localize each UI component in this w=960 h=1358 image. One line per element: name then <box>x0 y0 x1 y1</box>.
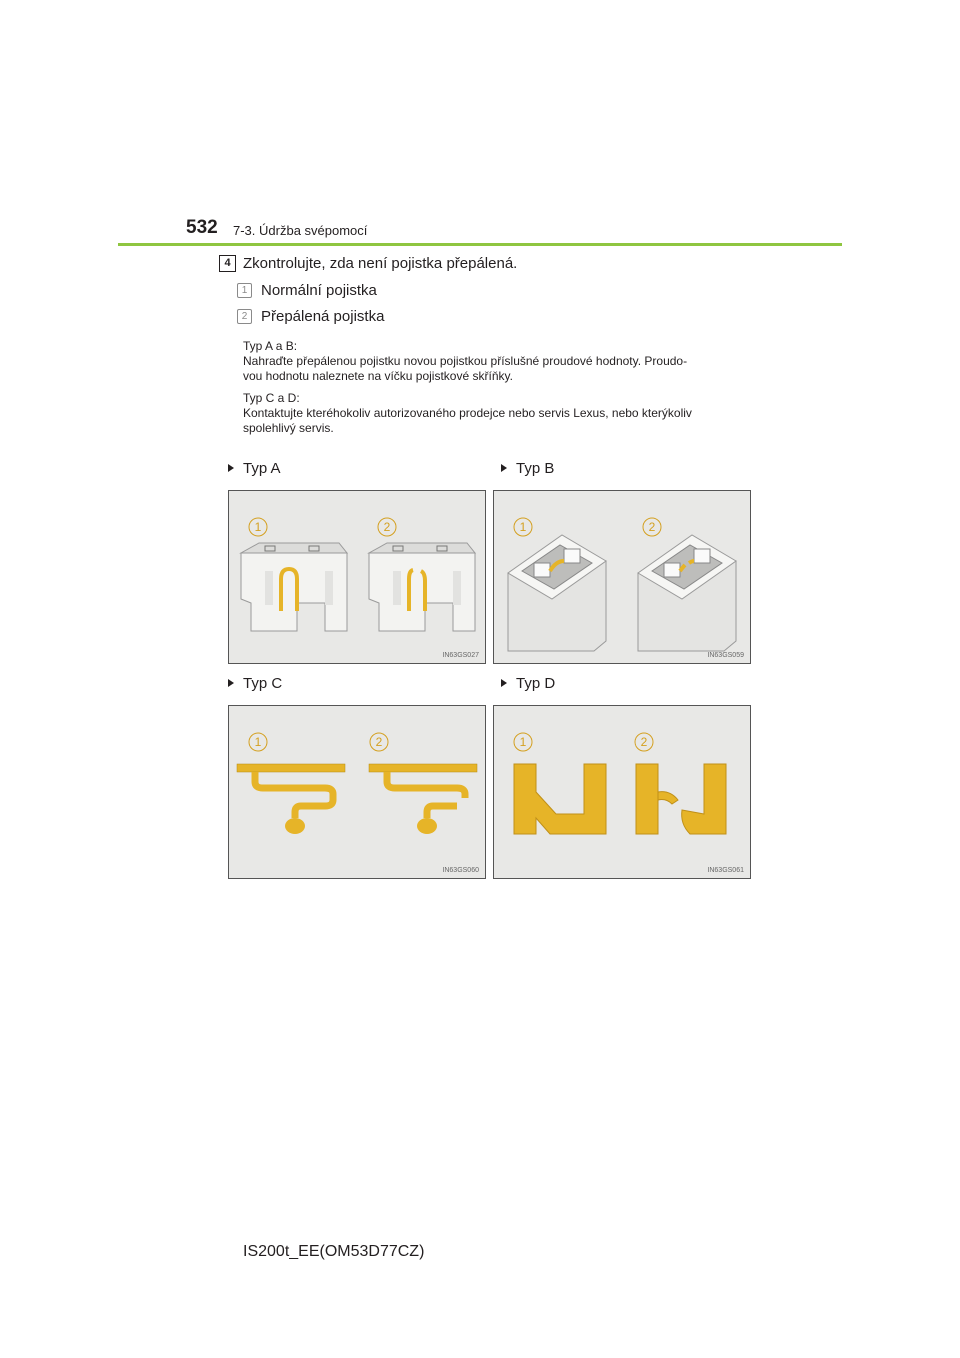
normal-fuse-illustration <box>508 535 606 651</box>
figure-label-type-c: Typ C <box>228 675 282 692</box>
marker-1: 1 <box>254 520 262 534</box>
marker-2: 2 <box>640 735 648 749</box>
bullet-triangle-icon <box>228 464 234 472</box>
item-2-text: Přepálená pojistka <box>261 308 385 325</box>
footer-model-code: IS200t_EE(OM53D77CZ) <box>243 1243 425 1260</box>
note-cd-heading: Typ C a D: <box>243 391 300 405</box>
note-cd-line2: spolehlivý servis. <box>243 421 334 435</box>
marker-1: 1 <box>519 735 527 749</box>
bullet-triangle-icon <box>228 679 234 687</box>
image-code: IN63GS061 <box>707 867 744 874</box>
marker-1: 1 <box>254 735 262 749</box>
item-1-text: Normální pojistka <box>261 282 377 299</box>
bullet-triangle-icon <box>501 679 507 687</box>
normal-fuse-illustration <box>237 764 345 834</box>
figure-type-c <box>228 705 486 879</box>
note-cd <box>243 391 763 436</box>
step-number-badge: 4 <box>219 255 236 272</box>
figure-type-b <box>493 490 751 664</box>
marker-2: 2 <box>375 735 383 749</box>
step-instruction: Zkontrolujte, zda není pojistka přepálená. <box>243 255 518 272</box>
marker-1: 1 <box>519 520 527 534</box>
normal-fuse-illustration <box>241 543 347 631</box>
note-ab-line1: Nahraďte přepálenou pojistku novou pojistkou příslušné proudové hodnoty. Proudo- <box>243 354 688 368</box>
note-ab-heading: Typ A a B: <box>243 339 298 353</box>
image-code: IN63GS060 <box>442 867 479 874</box>
blown-fuse-illustration <box>369 764 477 834</box>
note-ab-line2: vou hodnotu naleznete na víčku pojistkové skříňky. <box>243 369 513 383</box>
figure-label-type-d: Typ D <box>501 675 555 692</box>
page-number: 532 <box>186 217 218 238</box>
figure-label-type-a: Typ A <box>228 460 281 477</box>
figure-type-a <box>228 490 486 664</box>
figure-type-d <box>493 705 751 879</box>
item-1-badge: 1 <box>237 283 252 298</box>
blown-fuse-illustration <box>369 543 475 631</box>
marker-2: 2 <box>383 520 391 534</box>
header-divider <box>118 243 842 246</box>
image-code: IN63GS027 <box>442 652 479 659</box>
section-title: 7-3. Údržba svépomocí <box>233 223 368 238</box>
item-2-badge: 2 <box>237 309 252 324</box>
image-code: IN63GS059 <box>707 652 744 659</box>
note-cd-line1: Kontaktujte kteréhokoliv autorizovaného prodejce nebo servis Lexus, nebo kterýkoliv <box>243 406 692 420</box>
figure-label-type-b: Typ B <box>501 460 554 477</box>
note-ab <box>243 339 763 384</box>
marker-2: 2 <box>648 520 656 534</box>
blown-fuse-illustration <box>638 535 736 651</box>
normal-fuse-illustration <box>514 764 606 834</box>
blown-fuse-illustration <box>636 764 726 834</box>
bullet-triangle-icon <box>501 464 507 472</box>
